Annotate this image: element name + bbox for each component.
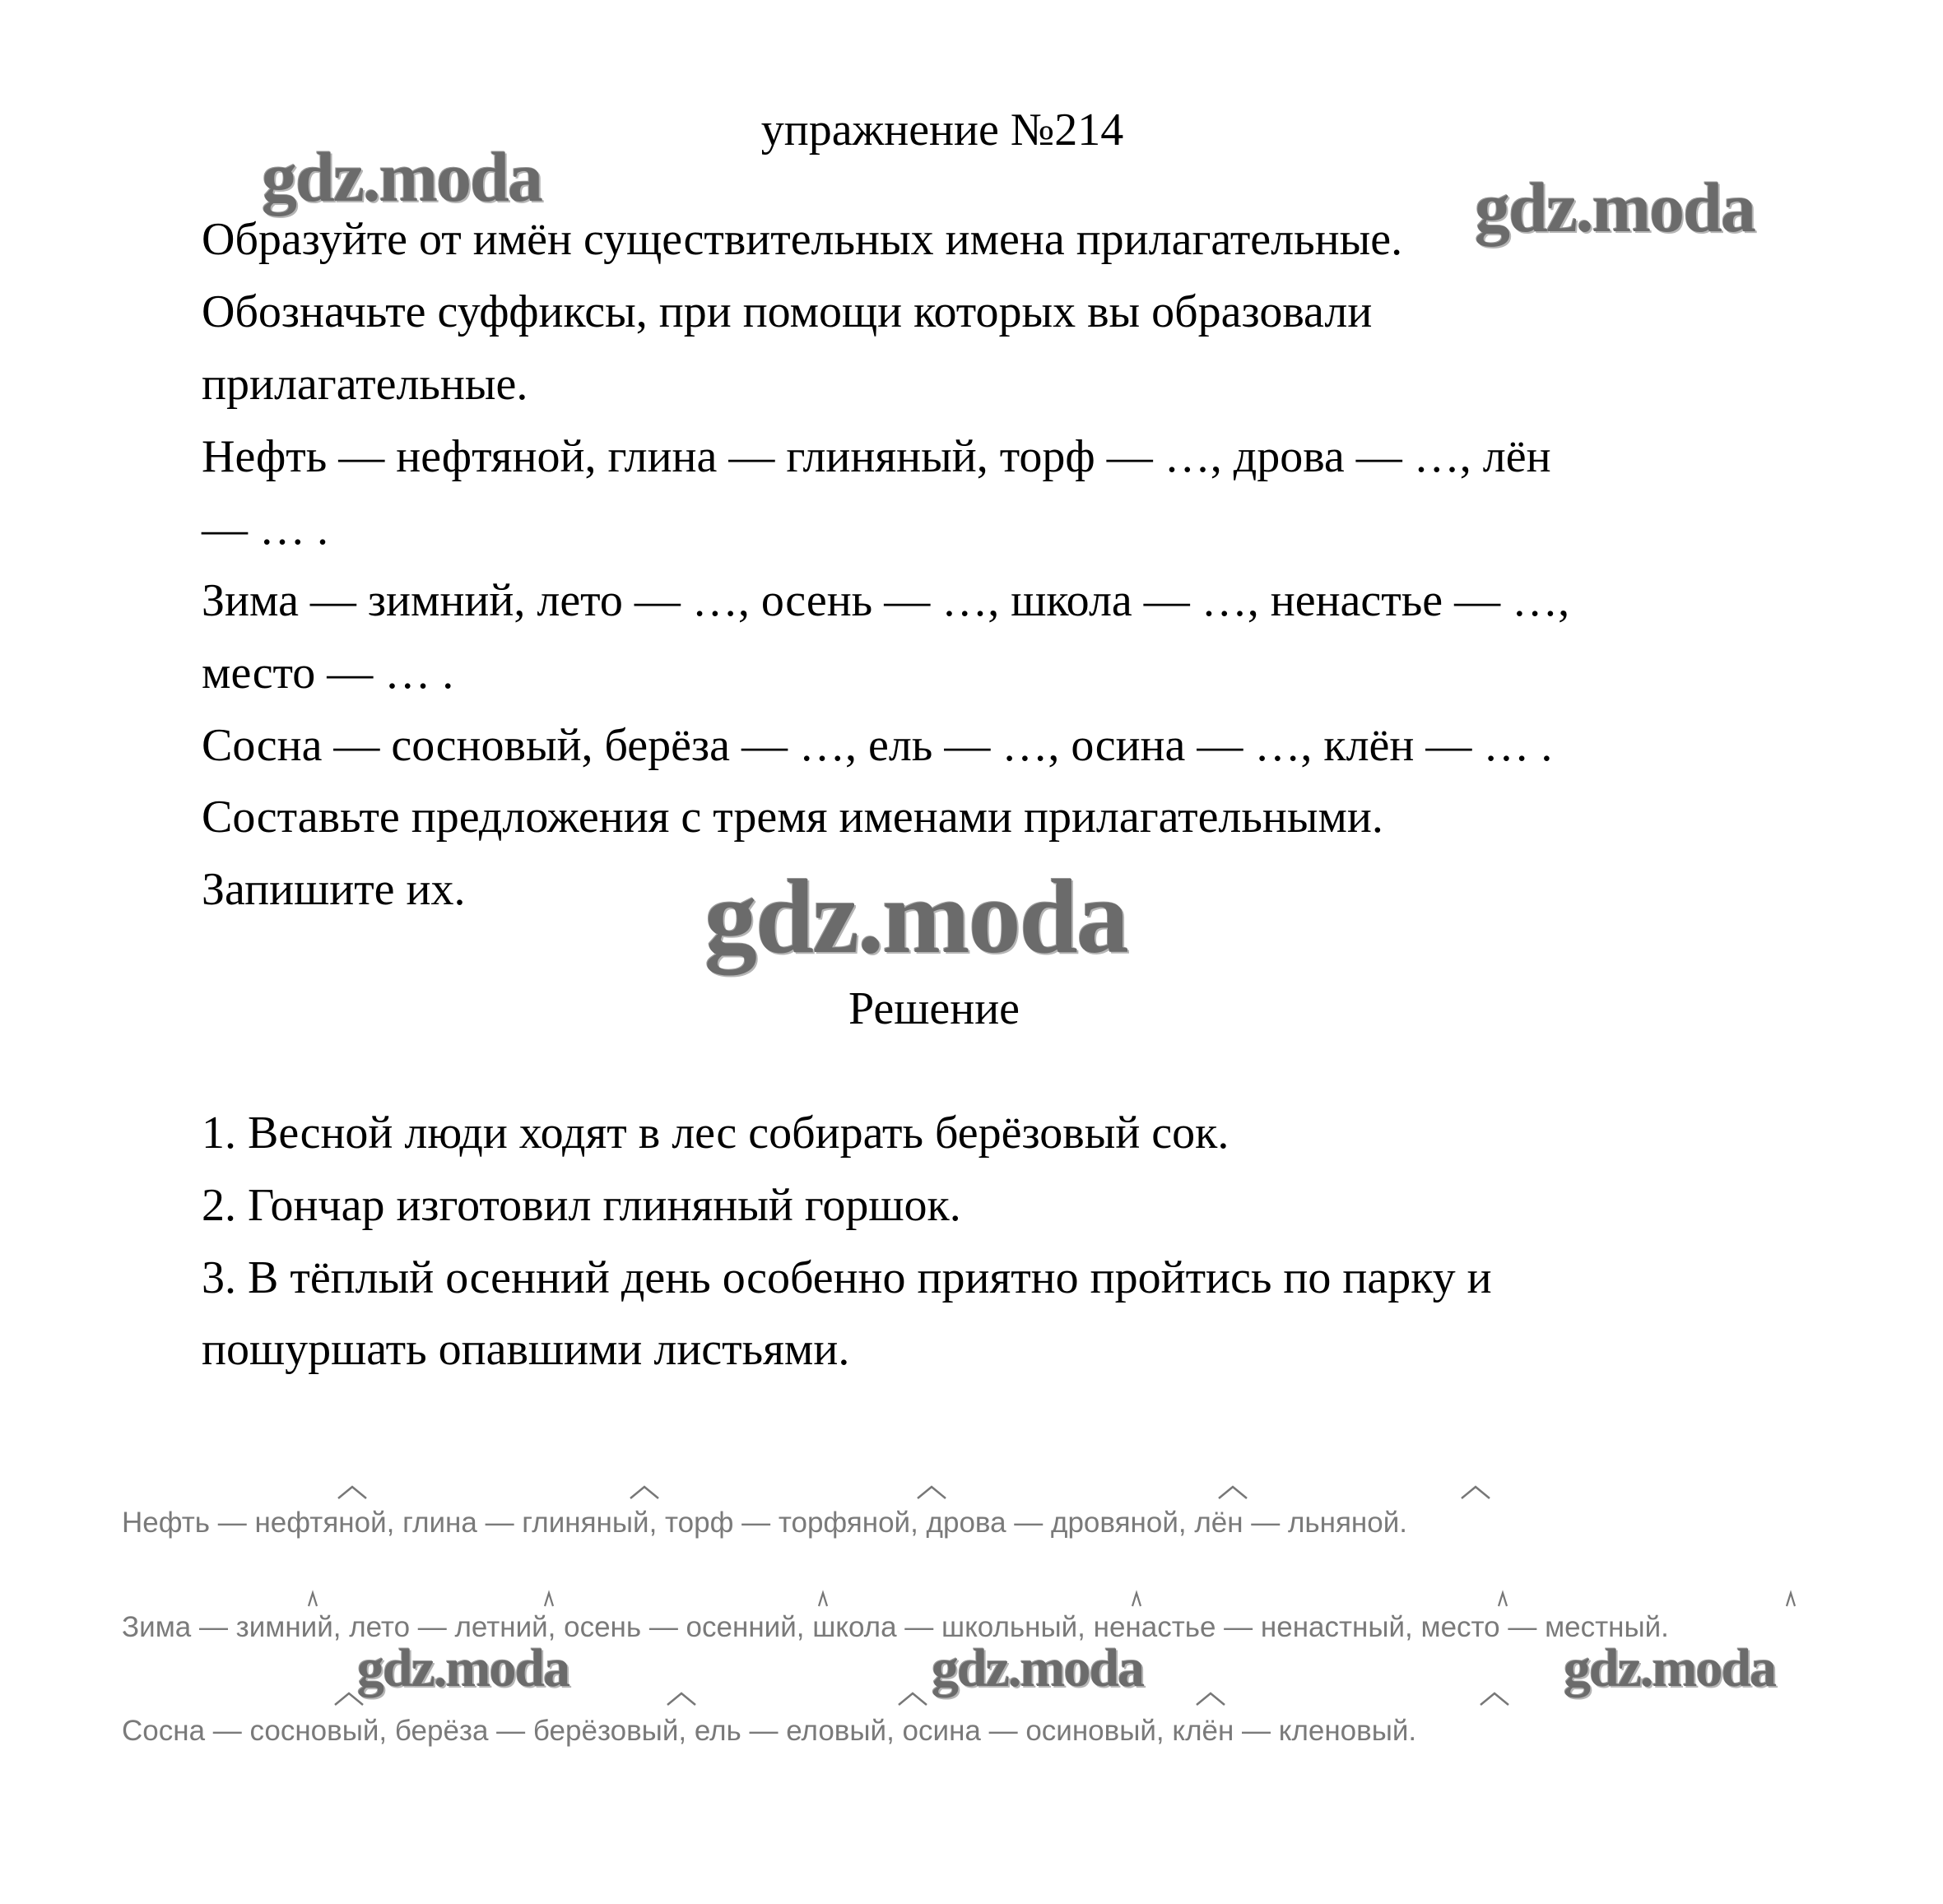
watermark-logo: gdz.moda xyxy=(1564,1638,1776,1698)
suffix-mark xyxy=(336,1484,369,1502)
suffix-mark xyxy=(1478,1690,1511,1708)
task-line: Запишите их. xyxy=(202,864,466,915)
task-line: Образуйте от имён существительных имена прилагательные. xyxy=(202,214,1403,265)
watermark-logo: gdz.moda xyxy=(932,1638,1144,1698)
task-line: Составьте предложения с тремя именами прилагательными. xyxy=(202,792,1383,843)
solution-sentence: 3. В тёплый осенний день особенно приятно пройтись по парку и xyxy=(202,1252,1492,1303)
suffix-mark xyxy=(1216,1484,1249,1502)
suffix-mark xyxy=(306,1590,319,1608)
watermark-logo: gdz.moda xyxy=(262,137,542,216)
suffix-mark xyxy=(1459,1484,1492,1502)
suffix-mark xyxy=(665,1690,698,1708)
solution-heading: Решение xyxy=(848,983,1020,1034)
solution-sentence: пошуршать опавшими листьями. xyxy=(202,1324,850,1375)
task-line: Обозначьте суффиксы, при помощи которых вы образовали xyxy=(202,286,1373,337)
solution-sentence: 2. Гончар изготовил глиняный горшок. xyxy=(202,1180,961,1231)
task-line: — … . xyxy=(202,504,328,555)
suffix-mark xyxy=(1784,1590,1797,1608)
suffix-mark xyxy=(1130,1590,1143,1608)
task-line: прилагательные. xyxy=(202,359,528,410)
watermark-logo: gdz.moda xyxy=(1475,168,1755,247)
suffix-mark xyxy=(896,1690,929,1708)
suffix-mark xyxy=(816,1590,830,1608)
task-line: Сосна — сосновый, берёза — …, ель — …, осина — …, клён — … . xyxy=(202,720,1553,771)
task-line: Зима — зимний, лето — …, осень — …, школа — …, ненастье — …, xyxy=(202,575,1570,626)
suffix-mark xyxy=(915,1484,948,1502)
watermark-logo: gdz.moda xyxy=(357,1638,569,1698)
derivation-line: Сосна — сосновый, берёза — берёзовый, ель — еловый, осина — осиновый, клён — кленовый. xyxy=(122,1715,1417,1747)
suffix-mark xyxy=(1194,1690,1227,1708)
derivation-line: Зима — зимний, лето — летний, осень — осенний, школа — школьный, ненастье — ненастный, место — местный. xyxy=(122,1611,1669,1643)
derivation-line: Нефть — нефтяной, глина — глиняный, торф — торфяной, дрова — дровяной, лён — льняной. xyxy=(122,1507,1407,1539)
suffix-mark xyxy=(542,1590,555,1608)
suffix-mark xyxy=(628,1484,661,1502)
task-line: Нефть — нефтяной, глина — глиняный, торф — …, дрова — …, лён xyxy=(202,431,1551,482)
solution-sentence: 1. Весной люди ходят в лес собирать берёзовый сок. xyxy=(202,1108,1229,1159)
suffix-mark xyxy=(1496,1590,1509,1608)
exercise-title: упражнение №214 xyxy=(760,104,1124,156)
task-line: место — … . xyxy=(202,648,454,699)
watermark-logo: gdz.moda xyxy=(704,858,1127,975)
